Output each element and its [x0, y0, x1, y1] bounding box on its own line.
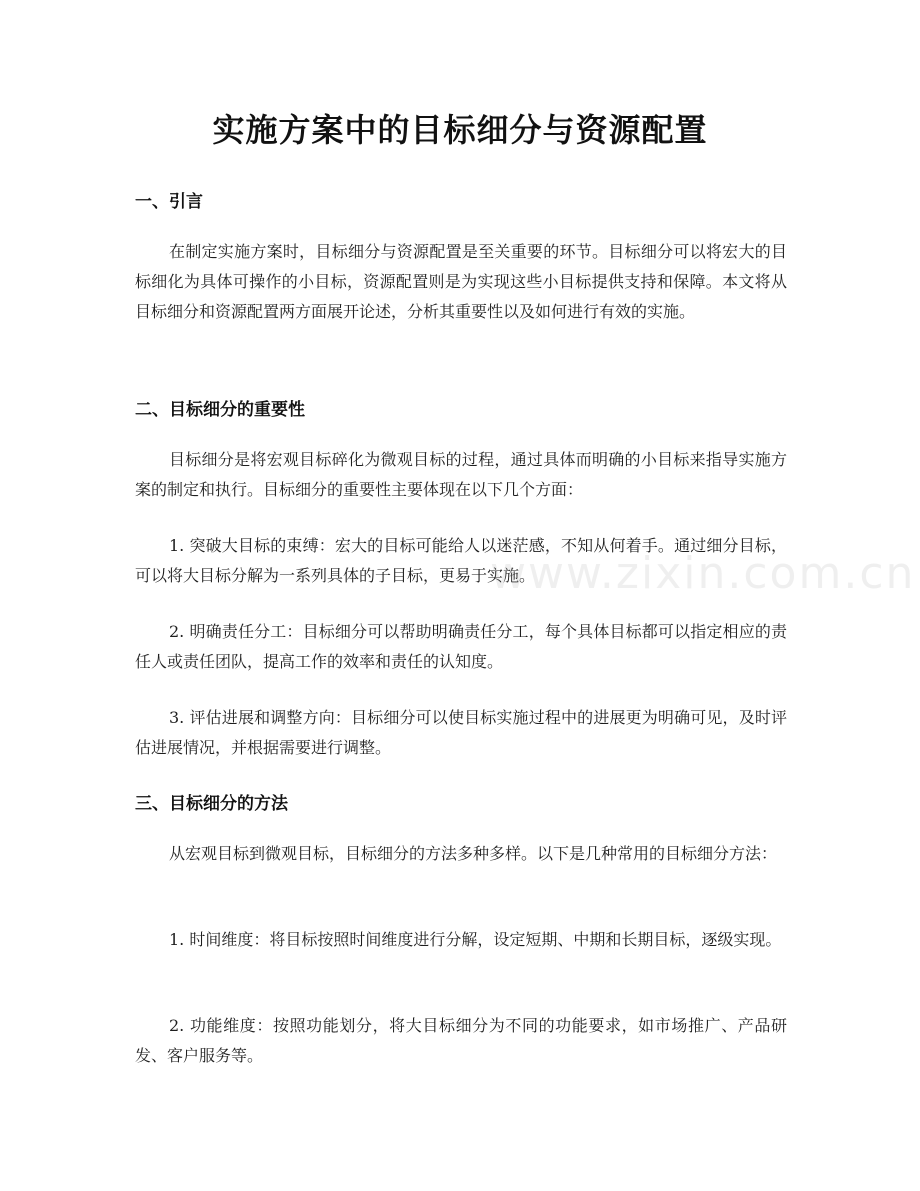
list-item: 1. 突破大目标的束缚：宏大的目标可能给人以迷茫感，不知从何着手。通过细分目标，可以将大目标分解为一系列具体的子目标，更易于实施。 — [135, 536, 787, 585]
paragraph: 在制定实施方案时，目标细分与资源配置是至关重要的环节。目标细分可以将宏大的目标细化为具体可操作的小目标，资源配置则是为实现这些小目标提供支持和保障。本文将从目标细分和资源配置两方面展开论述，分析其重要性以及如何进行有效的实施。 — [135, 242, 787, 321]
document-title: 实施方案中的目标细分与资源配置 — [212, 111, 708, 149]
list-item: 1. 时间维度：将目标按照时间维度进行分解，设定短期、中期和长期目标，逐级实现。 — [169, 930, 782, 949]
list-item: 3. 评估进展和调整方向：目标细分可以使目标实施过程中的进展更为明确可见，及时评估进展情况，并根据需要进行调整。 — [135, 708, 787, 757]
list-item: 2. 明确责任分工：目标细分可以帮助明确责任分工，每个具体目标都可以指定相应的责任人或责任团队，提高工作的效率和责任的认知度。 — [135, 622, 787, 671]
section-heading-introduction: 一、引言 — [135, 192, 203, 212]
list-item: 2. 功能维度：按照功能划分，将大目标细分为不同的功能要求，如市场推广、产品研发、客户服务等。 — [135, 1016, 787, 1065]
watermark: www.zixin.com.cn — [490, 548, 916, 599]
section-heading-methods: 三、目标细分的方法 — [135, 794, 288, 814]
section-heading-importance: 二、目标细分的重要性 — [135, 400, 305, 420]
paragraph: 从宏观目标到微观目标，目标细分的方法多种多样。以下是几种常用的目标细分方法： — [169, 844, 778, 863]
paragraph: 目标细分是将宏观目标碎化为微观目标的过程，通过具体而明确的小目标来指导实施方案的制定和执行。目标细分的重要性主要体现在以下几个方面： — [135, 450, 787, 499]
